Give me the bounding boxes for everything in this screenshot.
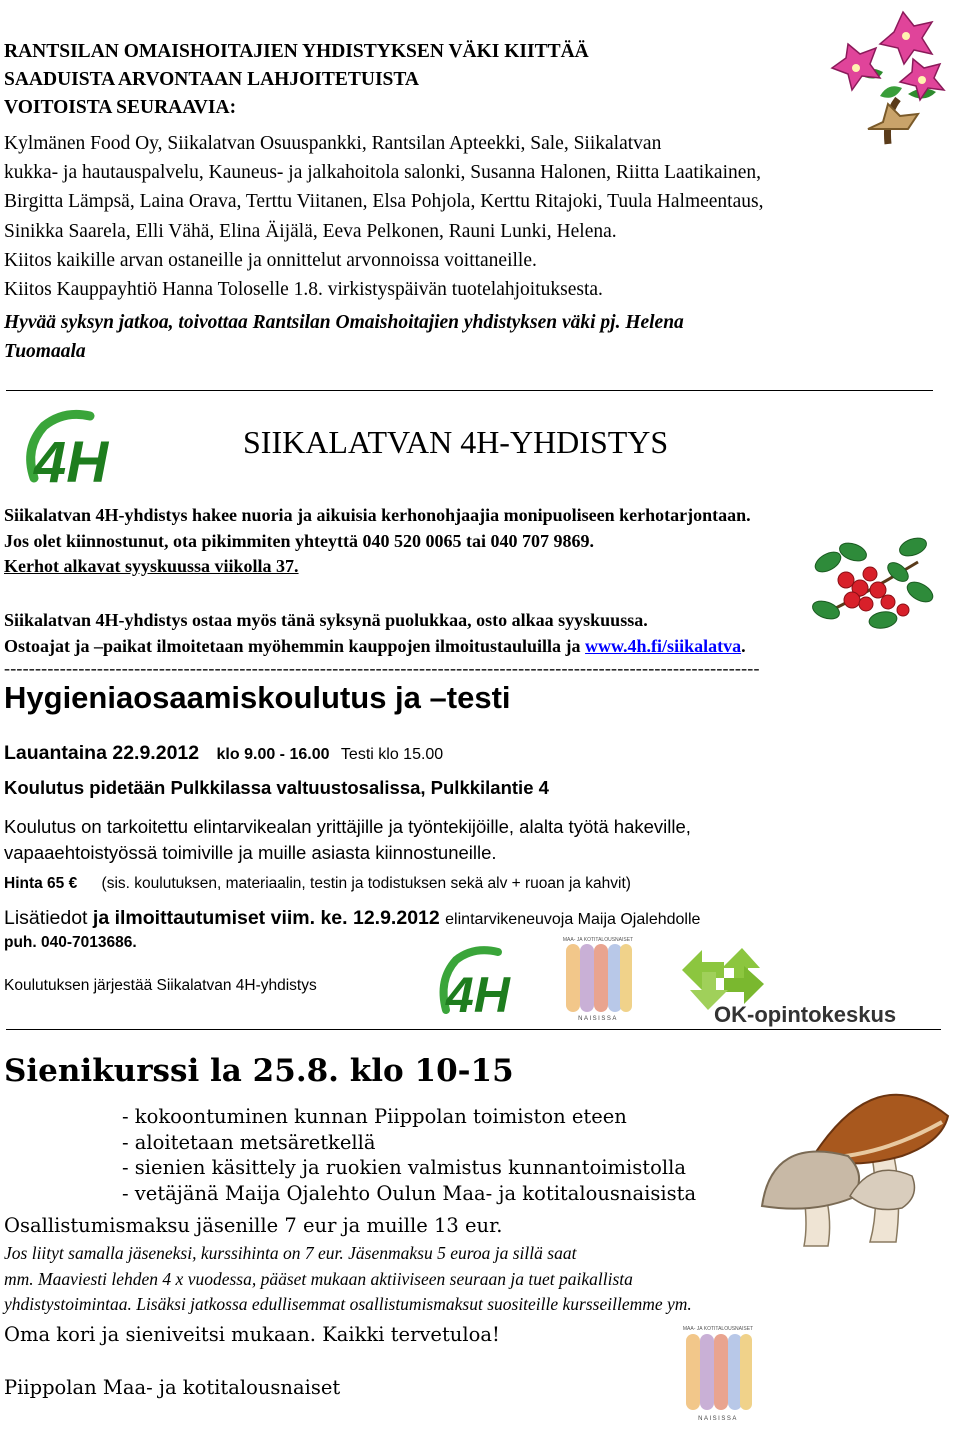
mushroom-basket: Oma kori ja sieniveitsi mukaan. Kaikki tervetuloa! (4, 1323, 500, 1346)
mushroom-signature: Piippolan Maa- ja kotitalousnaiset (4, 1376, 341, 1399)
4h-line: Kerhot alkavat syyskuussa viikolla 37. (4, 556, 299, 576)
4h-body-2 (4, 608, 746, 659)
divider (6, 390, 933, 391)
4h-title: SIIKALATVAN 4H-YHDISTYS (243, 424, 669, 460)
heading-line: VOITOISTA SEURAAVIA: (4, 97, 237, 118)
mushroom-items (122, 1104, 696, 1206)
price-label: Hinta 65 € (4, 875, 78, 892)
membership-line: Jos liityt samalla jäseneksi, kurssihinta on 7 eur. Jäsenmaksu 5 euroa ja sillä saat (4, 1243, 577, 1263)
maa-ja-kotitalousnaiset-logo-small (680, 1322, 756, 1428)
mushroom-title: Sienikurssi la 25.8. klo 10-15 (4, 1053, 514, 1089)
body-line: Kylmänen Food Oy, Siikalatvan Osuuspankki, Rantsilan Apteekki, Sale, Siikalatvan (4, 133, 662, 154)
divider-2 (6, 1029, 941, 1030)
desc-line: vapaaehtoistyössä toimiville ja muille asiasta kiinnostuneille. (4, 842, 497, 863)
logo-bottom-text: NAISISSA (578, 1016, 618, 1022)
logo-top-text: MAA- JA KOTITALOUSNAISET (682, 1326, 754, 1332)
hygiene-title: Hygieniaosaamiskoulutus ja –testi (4, 680, 511, 715)
hygiene-phone: puh. 040-7013686. (4, 934, 137, 951)
4h-body (4, 503, 751, 580)
4h-line (4, 634, 746, 660)
4h-line: Siikalatvan 4H-yhdistys hakee nuoria ja aikuisia kerhonohjaajia monipuoliseen kerhotarjontaan. (4, 505, 751, 525)
closing-line: Tuomaala (4, 341, 86, 362)
hygiene-info-row (4, 907, 700, 930)
body-line: Kiitos kaikille arvan ostaneille ja onnittelut arvonnoissa voittaneille. (4, 249, 537, 271)
mushroom-icon (752, 1046, 952, 1246)
dash-separator: -------------------------------------------------------------------------------------------------------------------------- (4, 658, 760, 678)
mushroom-item: - kokoontuminen kunnan Piippolan toimiston eteen (122, 1105, 627, 1128)
thanks-body (4, 129, 763, 304)
desc-line: Koulutus on tarkoitettu elintarvikealan yrittäjille ja työntekijöille, alalta työtä hakeville, (4, 816, 691, 837)
lingonberry-icon (808, 532, 936, 638)
heading-line: RANTSILAN OMAISHOITAJIEN YHDISTYKSEN VÄKI KIITTÄÄ (4, 41, 589, 62)
price-note: (sis. koulutuksen, materiaalin, testin ja todistuksen sekä alv + ruoan ja kahvit) (101, 875, 631, 892)
ok-opintokeskus-logo (672, 940, 897, 1028)
4h-website-link[interactable]: www.4h.fi/siikalatva (585, 635, 742, 656)
4h-line-text: Ostoajat ja –paikat ilmoitetaan myöhemmin kauppojen ilmoitustauluilla ja (4, 635, 586, 656)
info-b: ja ilmoittautumiset viim. ke. 12.9.2012 (92, 907, 440, 929)
mushroom-membership (4, 1241, 692, 1318)
4h-line-end: . (741, 635, 746, 656)
thanks-closing (4, 308, 684, 366)
hygiene-date: Lauantaina 22.9.2012 (4, 742, 200, 764)
closing-line: Hyvää syksyn jatkoa, toivottaa Rantsilan Omaishoitajien yhdistyksen väki pj. Helena (4, 312, 684, 333)
hygiene-desc (4, 814, 691, 866)
hygiene-location: Koulutus pidetään Pulkkilassa valtuustosalissa, Pulkkilantie 4 (4, 777, 549, 798)
membership-line: mm. Maaviesti lehden 4 x vuodessa, pääset mukaan aktiiviseen seuraan ja tuet paikallista (4, 1268, 633, 1289)
mushroom-item: - aloitetaan metsäretkellä (122, 1130, 376, 1154)
4h-logo (20, 408, 124, 498)
4h-logo-text: 4H (34, 430, 109, 495)
mushroom-item: - sienien käsittely ja ruokien valmistus kunnantoimistolla (122, 1156, 686, 1179)
4h-logo-small (436, 944, 522, 1028)
logo-top-text: MAA- JA KOTITALOUSNAISET (562, 937, 634, 943)
thanks-heading (4, 38, 589, 122)
4h-logo-small-text: 4H (446, 967, 510, 1023)
mushroom-item: - vetäjänä Maija Ojalehto Oulun Maa- ja kotitalousnaisista (122, 1181, 697, 1205)
body-line: Birgitta Lämpsä, Laina Orava, Terttu Viitanen, Elsa Pohjola, Kerttu Ritajoki, Tuula Halmeentaus, (4, 191, 764, 213)
4h-line: Jos olet kiinnostunut, ota pikimmiten yhteyttä 040 520 0065 tai 040 707 9869. (4, 530, 595, 551)
4h-line: Siikalatvan 4H-yhdistys ostaa myös tänä syksynä puolukkaa, osto alkaa syyskuussa. (4, 610, 648, 630)
body-line: Kiitos Kauppayhtiö Hanna Toloselle 1.8. virkistyspäivän tuotelahjoituksesta. (4, 279, 603, 301)
flower-icon (828, 4, 956, 144)
hygiene-price-row (4, 875, 631, 893)
maa-ja-kotitalousnaiset-logo (560, 934, 636, 1028)
hygiene-organizer: Koulutuksen järjestää Siikalatvan 4H-yhdistys (4, 977, 317, 994)
ok-logo-text: OK-opintokeskus (714, 1002, 897, 1027)
logo-bottom-text: NAISISSA (698, 1416, 738, 1422)
hygiene-time: klo 9.00 - 16.00 (216, 746, 330, 763)
heading-line: SAADUISTA ARVONTAAN LAHJOITETUISTA (4, 69, 420, 90)
info-c: elintarvikeneuvoja Maija Ojalehdolle (445, 911, 701, 928)
mushroom-fee: Osallistumismaksu jäsenille 7 eur ja muille 13 eur. (4, 1214, 503, 1237)
body-line: Sinikka Saarela, Elli Vähä, Elina Äijälä, Eeva Pelkonen, Rauni Lunki, Helena. (4, 220, 617, 242)
membership-line: yhdistystoimintaa. Lisäksi jatkossa edullisemmat osallistumismaksut suositeille kursseillemme ym. (4, 1294, 692, 1314)
body-line: kukka- ja hautauspalvelu, Kauneus- ja jalkahoitola salonki, Susanna Halonen, Riitta Laatikainen, (4, 162, 762, 184)
hygiene-date-row (4, 742, 443, 765)
hygiene-test: Testi klo 15.00 (340, 746, 444, 763)
info-a: Lisätiedot (4, 907, 88, 929)
